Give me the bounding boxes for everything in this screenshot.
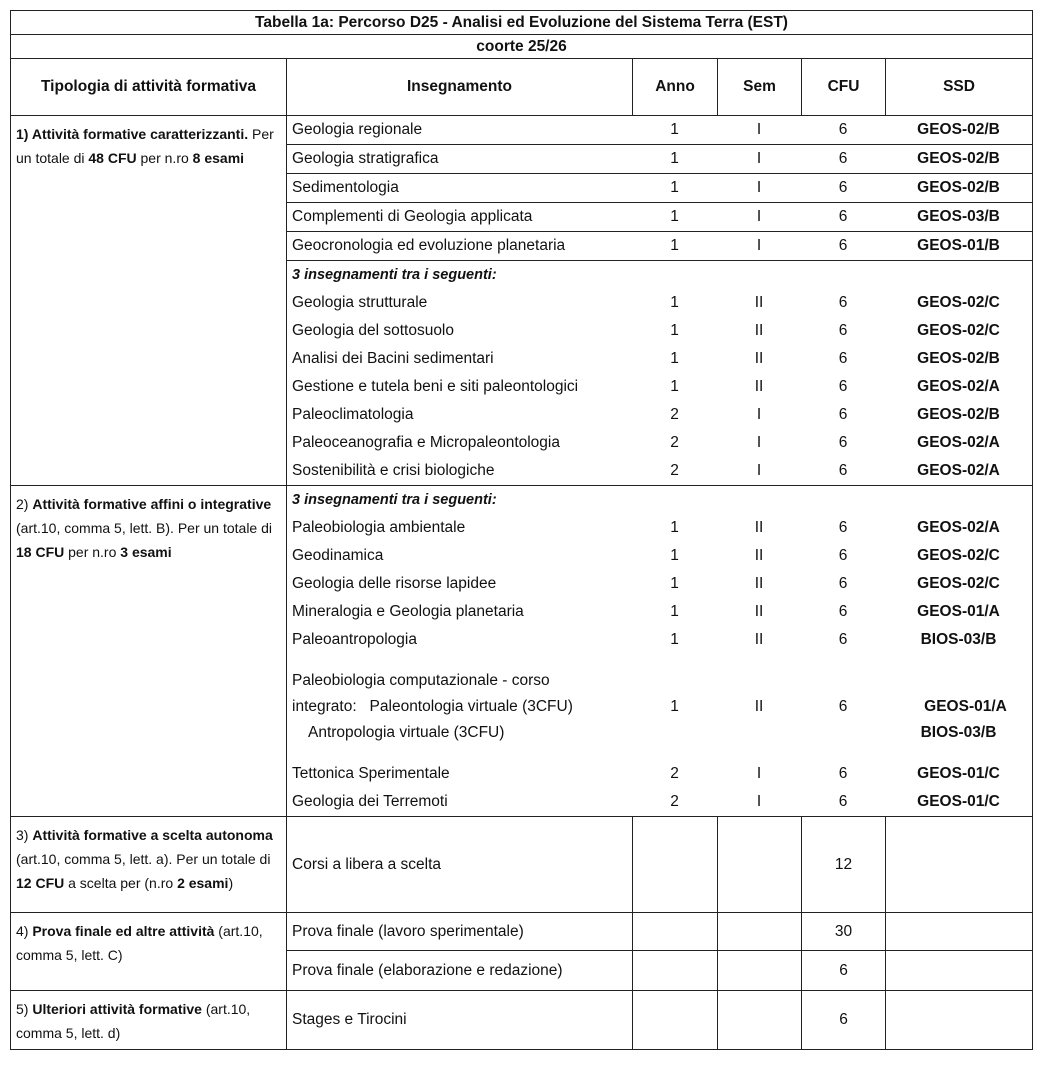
section-2 xyxy=(11,486,1033,817)
course-cfu: 6 xyxy=(838,519,848,536)
course-anno: 1 xyxy=(670,378,679,395)
section-5-anno xyxy=(633,991,718,1050)
section-1-choice-row xyxy=(287,317,1032,345)
section-1-category-text-4: 48 CFU xyxy=(88,150,137,166)
course-name: Geologia strutturale xyxy=(292,294,428,311)
course-ssd: GEOS-03/B xyxy=(917,208,1000,225)
integrated-empty-cell xyxy=(885,668,1032,694)
integrated-cfu: 6 xyxy=(838,698,848,715)
course-values xyxy=(632,145,1032,173)
course-name: Sostenibilità e crisi biologiche xyxy=(292,462,495,479)
course-cfu: 6 xyxy=(838,631,848,648)
course-values xyxy=(632,788,1032,816)
course-sem: I xyxy=(756,406,762,423)
choice-heading-text: 3 insegnamenti tra i seguenti: xyxy=(292,267,497,283)
course-ssd: GEOS-02/B xyxy=(917,350,1000,367)
course-name: Tettonica Sperimentale xyxy=(292,765,450,782)
course-name: Paleoceanografia e Micropaleontologia xyxy=(292,434,560,451)
course-values xyxy=(632,429,1032,457)
integrated-line3: Antropologia virtuale (3CFU) xyxy=(308,724,505,741)
section-1-fixed-row xyxy=(287,145,1032,174)
section-3-category-text-4: a scelta per (n.ro xyxy=(64,875,178,891)
integrated-values xyxy=(632,668,1032,746)
course-sem: II xyxy=(754,294,764,311)
course-ssd: GEOS-01/C xyxy=(917,793,1000,810)
course-ssd: GEOS-02/A xyxy=(917,519,1000,536)
course-ssd: GEOS-02/B xyxy=(917,150,1000,167)
course-ssd: GEOS-02/B xyxy=(917,179,1000,196)
integrated-empty-cell xyxy=(801,668,885,694)
section-2-choice-row xyxy=(287,788,1032,816)
course-values xyxy=(632,514,1032,542)
section-4-sem-2 xyxy=(718,951,802,991)
header-tipologia: Tipologia di attività formativa xyxy=(11,59,287,116)
section-3-category-text-0: 3) xyxy=(16,827,33,843)
section-1-category-text-0: 1) xyxy=(16,126,32,142)
header-ssd: SSD xyxy=(886,59,1033,116)
course-ssd: GEOS-02/A xyxy=(917,434,1000,451)
course-anno: 2 xyxy=(670,462,679,479)
course-values xyxy=(632,203,1032,231)
course-cfu: 6 xyxy=(838,603,848,620)
course-ssd: GEOS-02/A xyxy=(917,462,1000,479)
header-cfu: CFU xyxy=(802,59,886,116)
course-name: Geologia stratigrafica xyxy=(292,150,439,167)
course-sem: I xyxy=(756,150,762,167)
section-1-choice-row xyxy=(287,345,1032,373)
section-2-courses xyxy=(287,486,1033,817)
course-anno: 2 xyxy=(670,765,679,782)
section-4-category-text-1: Prova finale ed altre attività xyxy=(32,923,215,939)
course-values xyxy=(632,345,1032,373)
course-name: Geocronologia ed evoluzione planetaria xyxy=(292,237,566,254)
course-sem: II xyxy=(754,575,764,592)
section-2-category-text-1: Attività formative affini o integrative xyxy=(32,496,272,512)
course-sem: II xyxy=(754,603,764,620)
course-cfu: 6 xyxy=(838,322,848,339)
course-ssd: GEOS-02/B xyxy=(917,121,1000,138)
section-4-category-text-0: 4) xyxy=(16,923,33,939)
section-5-cfu: 6 xyxy=(802,991,886,1050)
course-anno: 1 xyxy=(670,547,679,564)
course-values xyxy=(632,289,1032,317)
course-cfu: 6 xyxy=(838,179,848,196)
course-sem: II xyxy=(754,378,764,395)
section-4-row-1 xyxy=(11,913,1033,951)
section-3 xyxy=(11,817,1033,913)
course-anno: 1 xyxy=(670,150,679,167)
header-row xyxy=(11,59,1033,116)
section-2-choice-row xyxy=(287,570,1032,598)
course-sem: I xyxy=(756,462,762,479)
section-2-category xyxy=(11,486,287,817)
section-2-choice-row xyxy=(287,760,1032,788)
course-values xyxy=(632,401,1032,429)
course-values xyxy=(632,116,1032,144)
integrated-course-name xyxy=(287,668,632,746)
section-5-category-text-1: Ulteriori attività formative xyxy=(32,1001,202,1017)
course-name: Paleoclimatologia xyxy=(292,406,414,423)
section-4-sem-1 xyxy=(718,913,802,951)
integrated-line2: integrato: Paleontologia virtuale (3CFU) xyxy=(292,698,573,715)
header-sem: Sem xyxy=(718,59,802,116)
section-3-course: Corsi a libera a scelta xyxy=(287,817,633,913)
section-1-choice-heading xyxy=(287,261,1032,289)
section-3-sem xyxy=(718,817,802,913)
section-1-category-text-3: Per un totale di xyxy=(16,126,274,166)
course-anno: 2 xyxy=(670,434,679,451)
section-5-category-text-0: 5) xyxy=(16,1001,33,1017)
course-sem: II xyxy=(754,350,764,367)
section-5-sem xyxy=(718,991,802,1050)
course-ssd: BIOS-03/B xyxy=(920,631,997,648)
section-5-category xyxy=(11,991,287,1050)
section-2-choice-row xyxy=(287,542,1032,570)
section-4-course-1: Prova finale (lavoro sperimentale) xyxy=(287,913,633,951)
integrated-course xyxy=(287,654,1032,760)
section-4-cfu-1: 30 xyxy=(802,913,886,951)
integrated-empty-cell xyxy=(717,720,801,746)
section-2-category-text-2: (art.10, comma 5, lett. B). Per un totale di xyxy=(16,520,272,536)
section-1-fixed-row xyxy=(287,174,1032,203)
course-name: Geologia dei Terremoti xyxy=(292,793,448,810)
course-values xyxy=(632,232,1032,260)
course-name: Mineralogia e Geologia planetaria xyxy=(292,603,524,620)
course-anno: 1 xyxy=(670,237,679,254)
course-cfu: 6 xyxy=(838,547,848,564)
course-name: Paleobiologia ambientale xyxy=(292,519,466,536)
section-1-fixed-row xyxy=(287,203,1032,232)
section-1-category-text-2: caratterizzanti. xyxy=(150,126,249,142)
section-1-fixed-row xyxy=(287,232,1032,261)
section-2-choice-row xyxy=(287,626,1032,654)
section-3-category-text-1: Attività formative a scelta autonoma xyxy=(32,827,273,843)
section-1-choice-row xyxy=(287,429,1032,457)
course-name: Geodinamica xyxy=(292,547,384,564)
section-4-category-text-2: (art.10, comma 5, lett. C) xyxy=(16,923,263,963)
course-values xyxy=(632,626,1032,654)
section-1-choice-row xyxy=(287,289,1032,317)
integrated-ssd-1: GEOS-01/A xyxy=(924,698,1007,715)
course-anno: 1 xyxy=(670,350,679,367)
course-name: Geologia regionale xyxy=(292,121,423,138)
course-name: Paleoantropologia xyxy=(292,631,417,648)
course-cfu: 6 xyxy=(838,462,848,479)
table-subtitle: coorte 25/26 xyxy=(11,35,1033,59)
course-anno: 1 xyxy=(670,322,679,339)
course-ssd: GEOS-02/C xyxy=(917,294,1000,311)
header-anno: Anno xyxy=(633,59,718,116)
course-cfu: 6 xyxy=(838,350,848,367)
choice-heading-text: 3 insegnamenti tra i seguenti: xyxy=(292,492,497,508)
course-anno: 1 xyxy=(670,208,679,225)
section-3-ssd xyxy=(886,817,1033,913)
course-values xyxy=(632,373,1032,401)
course-ssd: GEOS-01/C xyxy=(917,765,1000,782)
course-cfu: 6 xyxy=(838,150,848,167)
course-cfu: 6 xyxy=(838,406,848,423)
course-values xyxy=(632,174,1032,202)
section-3-cfu: 12 xyxy=(802,817,886,913)
integrated-anno: 1 xyxy=(670,698,679,715)
course-cfu: 6 xyxy=(838,208,848,225)
course-values xyxy=(632,598,1032,626)
section-3-category xyxy=(11,817,287,913)
section-4-category xyxy=(11,913,287,991)
course-anno: 1 xyxy=(670,631,679,648)
course-anno: 1 xyxy=(670,519,679,536)
section-4-anno-1 xyxy=(633,913,718,951)
course-ssd: GEOS-01/B xyxy=(917,237,1000,254)
course-sem: I xyxy=(756,121,762,138)
course-cfu: 6 xyxy=(838,294,848,311)
course-anno: 1 xyxy=(670,121,679,138)
section-2-category-text-4: per n.ro xyxy=(64,544,121,560)
section-5-ssd xyxy=(886,991,1033,1050)
course-name: Sedimentologia xyxy=(292,179,399,196)
course-name: Analisi dei Bacini sedimentari xyxy=(292,350,494,367)
course-sem: I xyxy=(756,237,762,254)
table-title: Tabella 1a: Percorso D25 - Analisi ed Evoluzione del Sistema Terra (EST) xyxy=(11,11,1033,35)
section-3-category-text-2: (art.10, comma 5, lett. a). Per un totale di xyxy=(16,851,271,867)
course-anno: 2 xyxy=(670,406,679,423)
course-sem: II xyxy=(754,547,764,564)
section-1-fixed-row xyxy=(287,116,1032,145)
course-anno: 1 xyxy=(670,575,679,592)
integrated-empty-cell xyxy=(632,668,717,694)
course-sem: I xyxy=(756,793,762,810)
course-anno: 1 xyxy=(670,603,679,620)
course-values xyxy=(632,457,1032,485)
course-cfu: 6 xyxy=(838,765,848,782)
section-2-category-text-3: 18 CFU xyxy=(16,544,65,560)
section-4-ssd-1 xyxy=(886,913,1033,951)
section-5-category-text-2: (art.10, comma 5, lett. d) xyxy=(16,1001,251,1041)
course-values xyxy=(632,570,1032,598)
integrated-empty-cell xyxy=(632,720,717,746)
section-3-anno xyxy=(633,817,718,913)
section-5-course: Stages e Tirocini xyxy=(287,991,633,1050)
section-1-category-text-1: Attività formative xyxy=(31,126,151,142)
section-4-course-2: Prova finale (elaborazione e redazione) xyxy=(287,951,633,991)
section-4-anno-2 xyxy=(633,951,718,991)
course-values xyxy=(632,317,1032,345)
section-2-choice-row xyxy=(287,514,1032,542)
course-sem: I xyxy=(756,434,762,451)
section-1-choice-row xyxy=(287,457,1032,485)
section-4-cfu-2: 6 xyxy=(802,951,886,991)
course-name: Geologia delle risorse lapidee xyxy=(292,575,497,592)
integrated-ssd-2: BIOS-03/B xyxy=(920,724,997,741)
course-anno: 1 xyxy=(670,294,679,311)
section-2-choice-row xyxy=(287,598,1032,626)
course-ssd: GEOS-02/C xyxy=(917,322,1000,339)
curriculum-table xyxy=(10,10,1033,1050)
section-2-choice-heading xyxy=(287,486,1032,514)
course-cfu: 6 xyxy=(838,575,848,592)
integrated-empty-cell xyxy=(801,720,885,746)
course-sem: II xyxy=(754,519,764,536)
course-cfu: 6 xyxy=(838,378,848,395)
course-anno: 1 xyxy=(670,179,679,196)
curriculum-table-container xyxy=(10,10,1032,1050)
section-4-ssd-2 xyxy=(886,951,1033,991)
integrated-sem: II xyxy=(754,698,764,715)
course-sem: I xyxy=(756,765,762,782)
section-1-category xyxy=(11,116,287,486)
course-ssd: GEOS-02/C xyxy=(917,575,1000,592)
course-sem: II xyxy=(754,322,764,339)
course-anno: 2 xyxy=(670,793,679,810)
section-3-category-text-5: 2 esami xyxy=(177,875,229,891)
course-cfu: 6 xyxy=(838,434,848,451)
course-values xyxy=(632,542,1032,570)
section-2-category-text-0: 2) xyxy=(16,496,33,512)
course-sem: I xyxy=(756,179,762,196)
section-1-category-text-5: per n.ro xyxy=(136,150,193,166)
course-ssd: GEOS-02/A xyxy=(917,378,1000,395)
section-1-courses xyxy=(287,116,1033,486)
course-ssd: GEOS-02/C xyxy=(917,547,1000,564)
course-values xyxy=(632,760,1032,788)
course-cfu: 6 xyxy=(838,237,848,254)
header-insegnamento: Insegnamento xyxy=(287,59,633,116)
course-name: Gestione e tutela beni e siti paleontologici xyxy=(292,378,579,395)
section-1-category-text-6: 8 esami xyxy=(192,150,245,166)
section-1 xyxy=(11,116,1033,486)
course-ssd: GEOS-02/B xyxy=(917,406,1000,423)
integrated-empty-cell xyxy=(717,668,801,694)
section-2-category-text-5: 3 esami xyxy=(120,544,172,560)
course-cfu: 6 xyxy=(838,793,848,810)
course-sem: I xyxy=(756,208,762,225)
section-1-choice-row xyxy=(287,401,1032,429)
course-ssd: GEOS-01/A xyxy=(917,603,1000,620)
course-cfu: 6 xyxy=(838,121,848,138)
course-sem: II xyxy=(754,631,764,648)
course-name: Geologia del sottosuolo xyxy=(292,322,455,339)
section-3-category-text-3: 12 CFU xyxy=(16,875,65,891)
section-1-choice-row xyxy=(287,373,1032,401)
course-name: Complementi di Geologia applicata xyxy=(292,208,533,225)
section-3-category-text-6: ) xyxy=(228,875,234,891)
section-5 xyxy=(11,991,1033,1050)
integrated-line1: Paleobiologia computazionale - corso xyxy=(292,672,550,689)
